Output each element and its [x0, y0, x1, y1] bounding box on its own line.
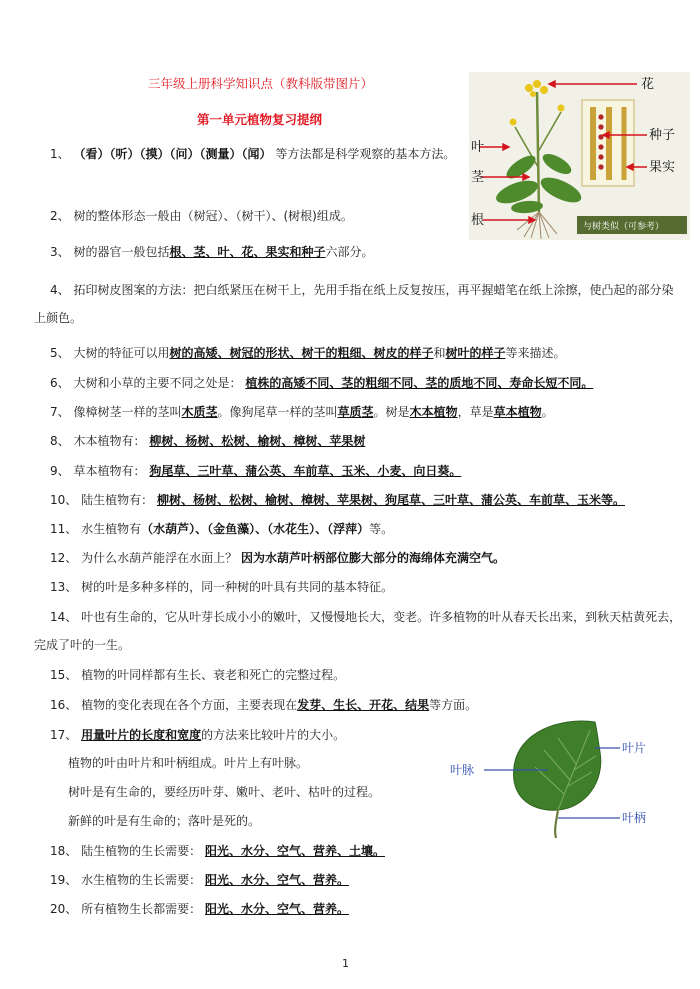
- item-text: 树的叶是多种多样的，同一种树的叶具有共同的基本特征。: [81, 580, 394, 594]
- item-text: 等来描述。: [505, 346, 566, 360]
- plant-structure-figure: [469, 72, 690, 240]
- item-text: 完成了叶的一生。: [34, 638, 131, 652]
- item-text: 六部分。: [325, 245, 374, 259]
- leaf-diagram: [440, 712, 660, 847]
- figure-background: [469, 72, 690, 240]
- item-text-key: 木质茎: [181, 405, 218, 419]
- item-text: 新鲜的叶是有生命的；落叶是死的。: [68, 814, 261, 828]
- item-3: [50, 244, 374, 260]
- item-text-key: 发芽、生长、开花、结果: [297, 698, 430, 712]
- label-fruit: 果实: [649, 159, 676, 174]
- item-number: 20、: [50, 902, 78, 916]
- item-18: [50, 843, 385, 859]
- item-text: 陆生植物的生长需要：: [81, 844, 202, 858]
- item-text: 植物的变化表现在各个方面，主要表现在: [81, 698, 298, 712]
- item-text: 和: [433, 346, 446, 360]
- item-2: [50, 208, 353, 224]
- item-5: [50, 345, 566, 361]
- item-text-key: 用量叶片的长度和宽度: [81, 728, 202, 742]
- item-text: 植物的叶由叶片和叶柄组成。叶片上有叶脉。: [68, 756, 309, 770]
- figure-caption: 与树类似（可参考）: [583, 221, 665, 231]
- item-text: 拓印树皮图案的方法：把白纸紧压在树干上，先用手指在纸上反复按压，再平握蜡笔在纸上涂擦，使凸起的部分染: [73, 283, 674, 297]
- item-text-key: 植株的高矮不同、茎的粗细不同、茎的质地不同、寿命长短不同。: [245, 376, 594, 390]
- item-text-bold: 因为水葫芦叶柄部位膨大部分的海绵体充满空气。: [240, 551, 505, 565]
- item-text: 草本植物有：: [73, 464, 146, 478]
- leaf-petiole-drawing: [555, 810, 558, 838]
- item-text: 等。: [369, 522, 394, 536]
- item-text-key: 木本植物: [409, 405, 458, 419]
- item-text-key: 柳树、杨树、松树、榆树、樟树、苹果树、狗尾草、三叶草、蒲公英、车前草、玉米等。: [156, 493, 625, 507]
- item-13: [50, 579, 393, 595]
- item-number: 13、: [50, 580, 78, 594]
- item-number: 10、: [50, 493, 78, 507]
- item-number: 5、: [50, 346, 70, 360]
- label-root: 根: [471, 212, 485, 227]
- item-text-key: 草质茎: [337, 405, 374, 419]
- item-14: [50, 609, 681, 625]
- item-text: 陆生植物有：: [81, 493, 154, 507]
- item-number: 15、: [50, 668, 78, 682]
- item-text: 水生植物有: [81, 522, 142, 536]
- item-text-key: 狗尾草、三叶草、蒲公英、车前草、玉米、小麦、向日葵。: [149, 464, 462, 478]
- item-number: 8、: [50, 434, 70, 448]
- item-number: 18、: [50, 844, 78, 858]
- item-text-key: 阳光、水分、空气、营养。: [204, 873, 349, 887]
- label-flower: 花: [641, 76, 655, 91]
- item-12: [50, 550, 505, 566]
- item-text-bold: （水葫芦）、（金鱼藻）、（水花生）、（浮萍）: [141, 522, 370, 536]
- item-text: 水生植物的生长需要：: [81, 873, 202, 887]
- page-title: 三年级上册科学知识点（教科版带图片）: [148, 76, 374, 91]
- item-1: [50, 146, 455, 162]
- item-text-key: 树的高矮、树冠的形状、树干的粗细、树皮的样子: [169, 346, 434, 360]
- item-text: 植物的叶同样都有生长、衰老和死亡的完整过程。: [81, 668, 346, 682]
- item-10: [50, 492, 625, 508]
- plant-diagram: [469, 72, 690, 240]
- item-text: 树的整体形态一般由（树冠）、（树干）、(树根)组成。: [73, 209, 353, 223]
- item-15: [50, 667, 345, 683]
- item-text: 大树和小草的主要不同之处是：: [73, 376, 242, 390]
- item-17-sub-1: [68, 755, 308, 771]
- item-number: 11、: [50, 522, 78, 536]
- label-vein: 叶脉: [450, 763, 475, 777]
- item-8: [50, 433, 365, 449]
- label-petiole: 叶柄: [622, 811, 647, 825]
- item-text-key: 柳树、杨树、松树、榆树、樟树、苹果树: [149, 434, 366, 448]
- item-number: 2、: [50, 209, 70, 223]
- item-text: 等方法都是科学观察的基本方法。: [275, 147, 456, 161]
- item-number: 6、: [50, 376, 70, 390]
- item-text: 的方法来比较叶片的大小。: [201, 728, 346, 742]
- item-16: [50, 697, 477, 713]
- item-text-key: 草本植物: [493, 405, 542, 419]
- item-17-sub-2: [68, 784, 380, 800]
- item-text: 。树是: [373, 405, 410, 419]
- item-text: 等方面。: [429, 698, 478, 712]
- item-20: [50, 901, 349, 917]
- item-text: 叶也有生命的，它从叶芽长成小小的嫩叶，又慢慢地长大，变老。许多植物的叶从春天长出来，到秋天枯黄死去，: [81, 610, 682, 624]
- item-text: 像樟树茎一样的茎叫: [73, 405, 182, 419]
- item-text: 上颜色。: [34, 311, 83, 325]
- item-text: 大树的特征可以用: [73, 346, 170, 360]
- item-text-key: 阳光、水分、空气、营养、土壤。: [204, 844, 385, 858]
- item-number: 7、: [50, 405, 70, 419]
- page-number: 1: [342, 957, 349, 970]
- item-text-key: 树叶的样子: [445, 346, 506, 360]
- label-stem: 茎: [471, 169, 485, 184]
- label-seed: 种子: [649, 127, 676, 142]
- item-number: 9、: [50, 464, 70, 478]
- item-number: 1、: [50, 147, 70, 161]
- item-number: 16、: [50, 698, 78, 712]
- page-subtitle: 第一单元植物复习提纲: [197, 112, 323, 127]
- item-text-key: 根、茎、叶、花、果实和种子: [169, 245, 326, 259]
- item-number: 4、: [50, 283, 70, 297]
- item-number: 12、: [50, 551, 78, 565]
- item-14-cont: [34, 637, 130, 653]
- item-17-sub-3: [68, 813, 260, 829]
- item-text: 。像狗尾草一样的茎叫: [217, 405, 338, 419]
- item-text-key: 阳光、水分、空气、营养。: [204, 902, 349, 916]
- item-6: [50, 375, 593, 391]
- item-11: [50, 521, 393, 537]
- label-blade: 叶片: [622, 741, 647, 755]
- item-17: [50, 727, 345, 743]
- item-number: 19、: [50, 873, 78, 887]
- item-9: [50, 463, 461, 479]
- item-text: 树叶是有生命的，要经历叶芽、嫩叶、老叶、枯叶的过程。: [68, 785, 381, 799]
- leaf-structure-figure: [440, 712, 660, 847]
- item-text: 所有植物生长都需要：: [81, 902, 202, 916]
- item-number: 17、: [50, 728, 78, 742]
- item-4-cont: [34, 310, 82, 326]
- item-4: [50, 282, 673, 298]
- item-text: 树的器官一般包括: [73, 245, 170, 259]
- item-text: 木本植物有：: [73, 434, 146, 448]
- item-text: 。: [541, 405, 554, 419]
- item-number: 14、: [50, 610, 78, 624]
- item-text: 为什么水葫芦能浮在水面上？: [81, 551, 238, 565]
- item-text-bold: （看）（听）（摸）（问）（测量）（闻）: [73, 147, 272, 161]
- item-19: [50, 872, 349, 888]
- label-leaf: 叶: [471, 139, 485, 154]
- item-7: [50, 404, 554, 420]
- item-text: ，草是: [457, 405, 494, 419]
- item-number: 3、: [50, 245, 70, 259]
